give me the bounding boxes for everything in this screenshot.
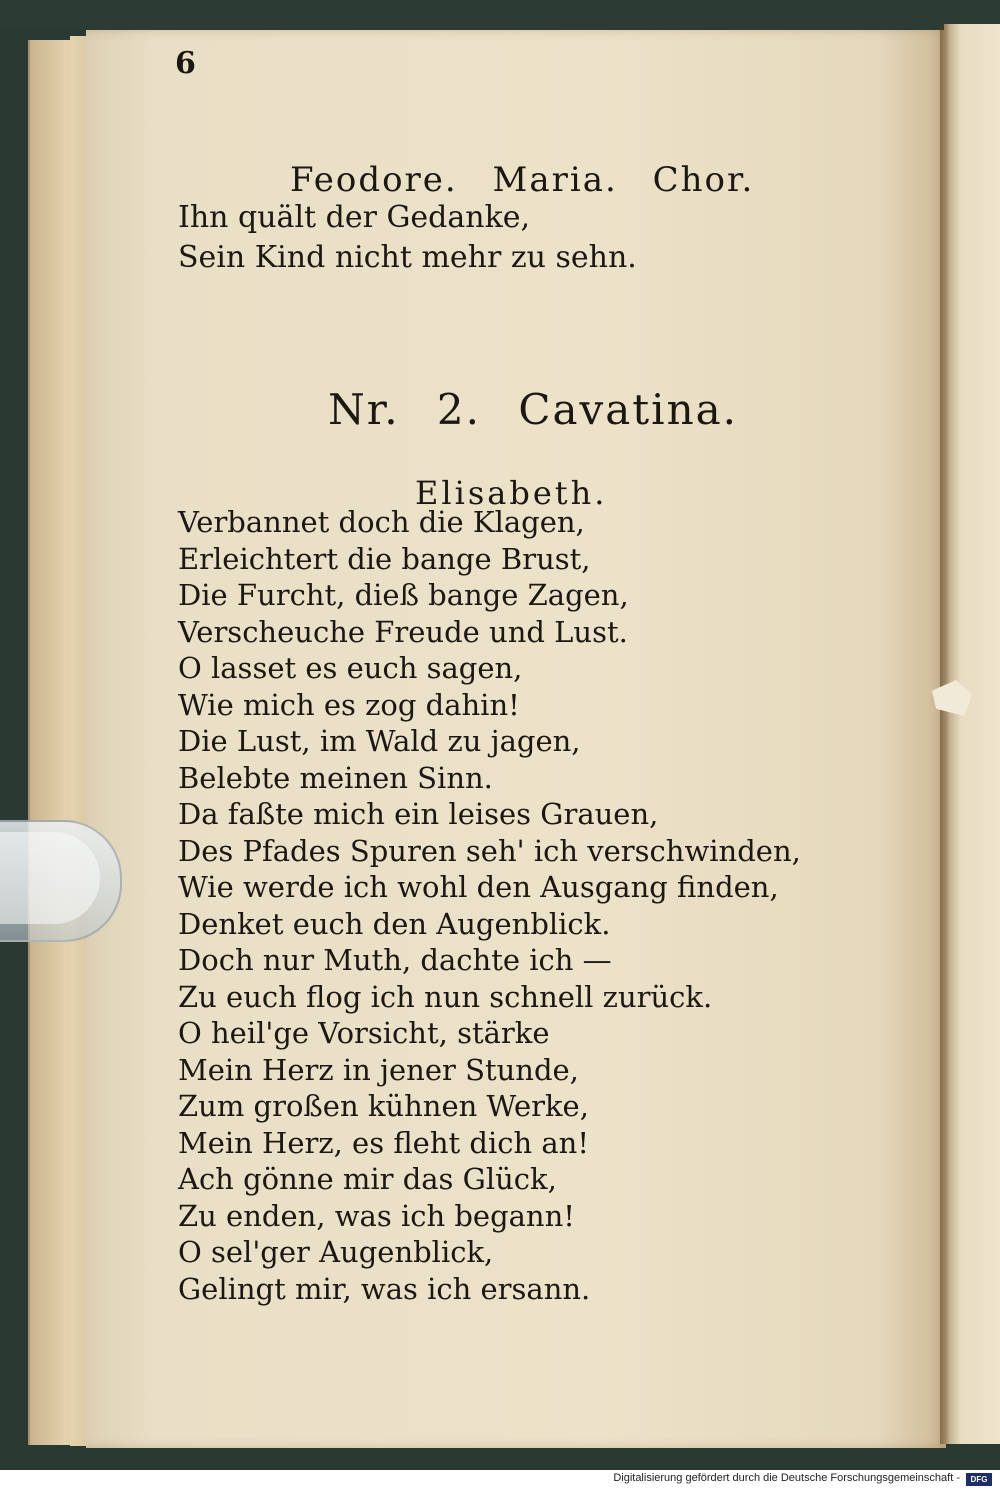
verse-line: Wie mich es zog dahin! [178, 687, 520, 722]
verse-line: Mein Herz in jener Stunde, [178, 1052, 579, 1087]
verse-line: Die Lust, im Wald zu jagen, [178, 724, 581, 758]
verse-line: Die Furcht, dieß bange Zagen, [178, 578, 629, 612]
verse-line: O sel'ger Augenblick, [178, 1235, 494, 1269]
spine-shadow [940, 24, 950, 1444]
next-page-sliver [944, 24, 1000, 1444]
verse-line: Doch nur Muth, dachte ich — [178, 943, 612, 977]
header-line: Ihn quält der Gedanke, [178, 200, 531, 235]
speaker-heading: Feodore. Maria. Chor. [290, 160, 755, 200]
verse-line: Zu euch flog ich nun schnell zurück. [178, 979, 713, 1014]
singer-name: Elisabeth. [415, 474, 608, 512]
verse-line: Erleichtert die bange Brust, [178, 541, 591, 576]
verse-line: Gelingt mir, was ich ersann. [178, 1271, 591, 1306]
funding-notice: Digitalisierung gefördert durch die Deutsche Forschungsgemeinschaft - [613, 1472, 960, 1484]
verse-line: Da faßte mich ein leises Grauen, [178, 797, 659, 831]
header-line: Sein Kind nicht mehr zu sehn. [178, 240, 637, 275]
verse-line: Verscheuche Freude und Lust. [178, 614, 628, 649]
verse-line: Zum großen kühnen Werke, [178, 1089, 589, 1123]
verse-line: Des Pfades Spuren seh' ich verschwinden, [178, 833, 801, 868]
verse-line: Verbannet doch die Klagen, [178, 505, 585, 539]
book-clip-highlight [0, 832, 100, 924]
verse-line: Zu enden, was ich begann! [178, 1198, 575, 1233]
section-title: Nr. 2. Cavatina. [328, 385, 739, 434]
verse-line: Denket euch den Augenblick. [178, 906, 611, 941]
verse-line: Wie werde ich wohl den Ausgang finden, [178, 870, 779, 904]
verse-line: O lasset es euch sagen, [178, 651, 523, 685]
verse-line: Mein Herz, es fleht dich an! [178, 1125, 589, 1160]
verse-line: Ach gönne mir das Glück, [178, 1162, 557, 1196]
dfg-logo-icon: DFG [966, 1473, 992, 1486]
page-number: 6 [175, 46, 196, 81]
verse-line: Belebte meinen Sinn. [178, 760, 493, 795]
scan-background [0, 0, 1000, 30]
footer-bar [0, 1470, 1000, 1490]
verse-line: O heil'ge Vorsicht, stärke [178, 1016, 550, 1050]
